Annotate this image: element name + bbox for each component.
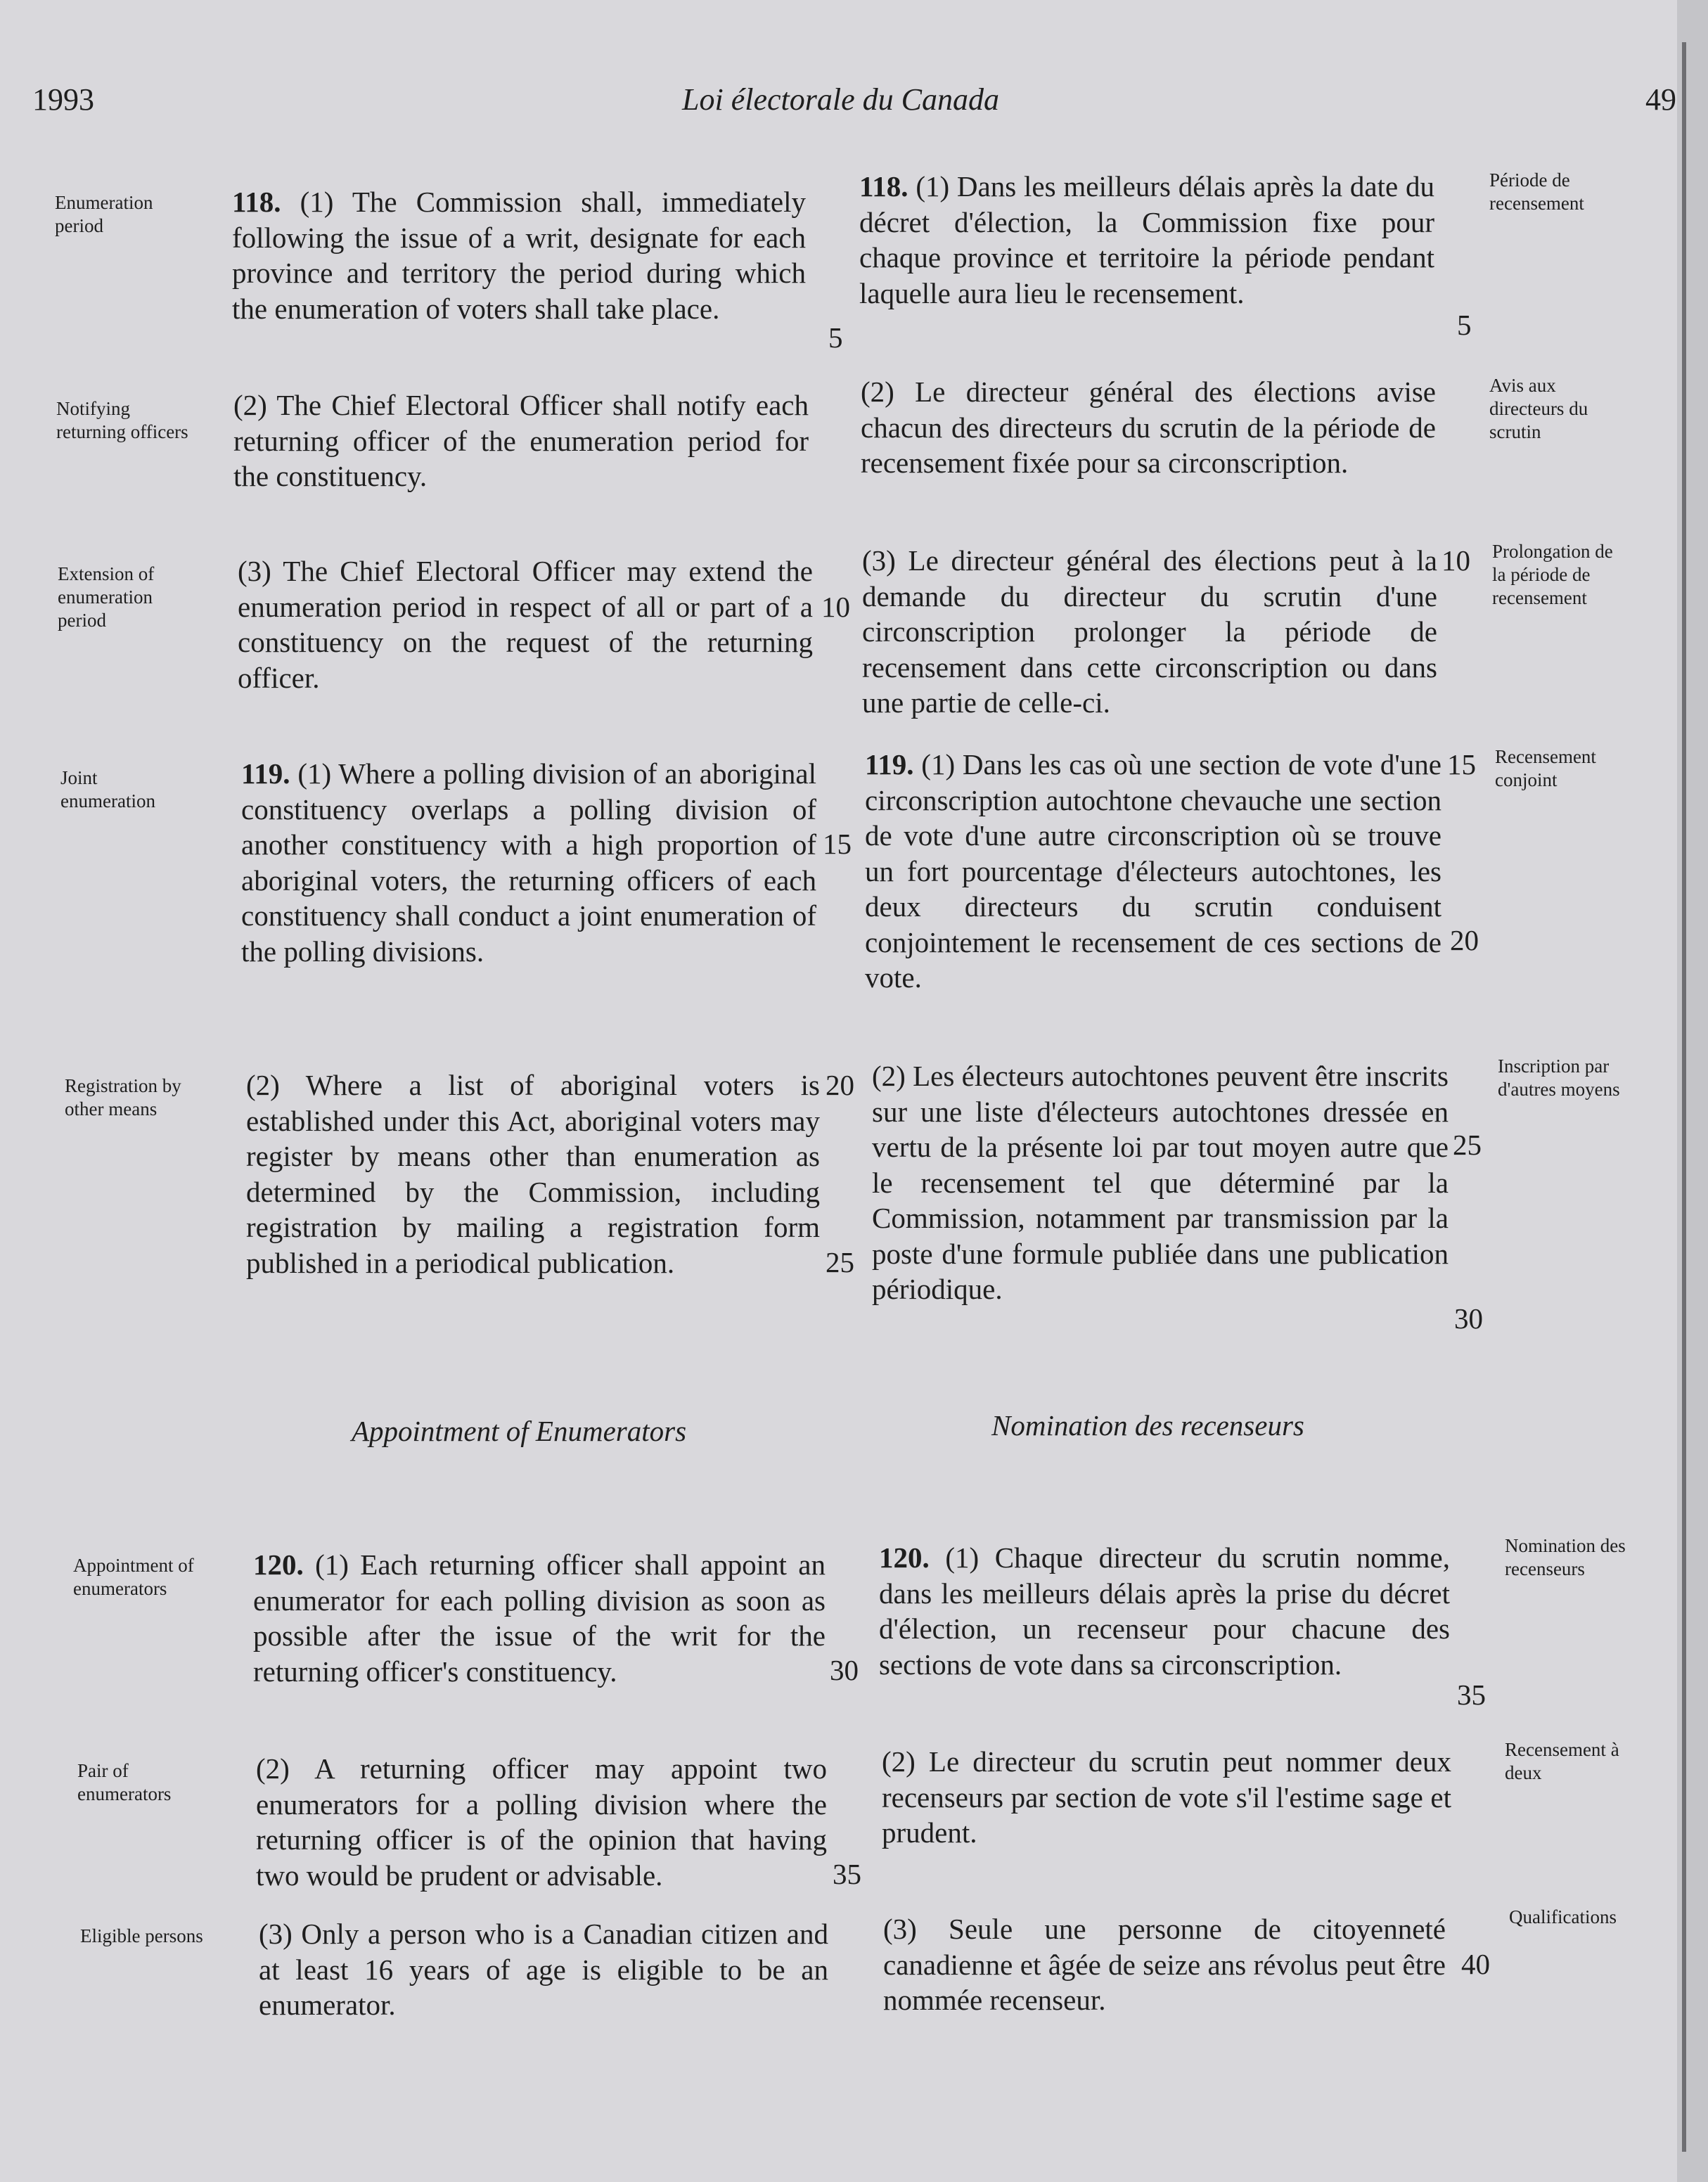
margin-note-periode-de-recensement: Période de recensement xyxy=(1489,169,1584,214)
fr-section-120-1 xyxy=(879,1540,1450,1682)
margin-note-notifying-returning-officers: Notifying returning officers xyxy=(56,398,188,442)
margin-note-nomination: Nomination des recenseurs xyxy=(1505,1535,1626,1579)
en-section-118-1 xyxy=(232,184,806,326)
fr-section-120-3: (3) Seule une personne de citoyenneté canadienne et âgée de seize ans révolus peut être nommée recenseur. xyxy=(883,1913,1446,2016)
margin-note-registration-by-other-means: Registration by other means xyxy=(65,1075,181,1119)
en-section-120-number: 120. xyxy=(253,1548,304,1581)
en-section-119-1-text: (1) Where a polling division of an aboriginal constituency overlaps a polling division of another constituency with a high proportion of aboriginal voters, the returning officers of each constituency shall conduct a joint enumeration of the polling divisions. xyxy=(241,757,816,968)
en-section-119-2: (2) Where a list of aboriginal voters is established under this Act, aboriginal voters may register by means other than enumeration as determined by the Commission, including registration by mailing a registration form published in a periodical publication. xyxy=(246,1069,820,1279)
fr-line-number-35: 35 xyxy=(1457,1679,1486,1711)
fr-section-118-1 xyxy=(859,169,1434,311)
fr-heading-nomination-des-recenseurs: Nomination des recenseurs xyxy=(991,1409,1304,1442)
en-section-118-1-text: (1) The Commission shall, immediately following the issue of a writ, designate for each province and territory the period during which the enumeration of voters shall take place. xyxy=(232,186,806,325)
en-line-number-20: 20 xyxy=(826,1069,854,1101)
margin-note-eligible-persons: Eligible persons xyxy=(80,1925,203,1946)
fr-line-number-10: 10 xyxy=(1441,544,1470,577)
en-section-119-number: 119. xyxy=(241,757,290,790)
en-line-number-25: 25 xyxy=(826,1246,854,1278)
en-section-118-3: (3) The Chief Electoral Officer may extend the enumeration period in respect of all or part of a constituency on the request of the returning officer. xyxy=(238,555,813,694)
fr-line-number-20: 20 xyxy=(1450,924,1479,956)
fr-section-119-1 xyxy=(865,747,1441,996)
en-section-120-3: (3) Only a person who is a Canadian citizen and at least 16 years of age is eligible to be an enumerator. xyxy=(259,1918,828,2021)
margin-note-recensement-conjoint: Recensement conjoint xyxy=(1495,746,1596,790)
fr-section-119-number: 119. xyxy=(865,748,914,781)
fr-line-number-5: 5 xyxy=(1457,309,1472,341)
margin-note-inscription: Inscription par d'autres moyens xyxy=(1498,1055,1620,1100)
en-line-number-30: 30 xyxy=(830,1654,859,1686)
header-page-number: 49 xyxy=(1645,82,1676,117)
margin-note-pair-of-enumerators: Pair of enumerators xyxy=(77,1760,172,1804)
binding-line xyxy=(1682,42,1686,2152)
en-section-120-1-text: (1) Each returning officer shall appoint an enumerator for each polling division as soon as possible after the issue of the writ for the returning officer's constituency. xyxy=(253,1548,826,1688)
margin-note-enumeration-period: Enumeration period xyxy=(55,192,153,236)
header-title: Loi électorale du Canada xyxy=(682,82,999,117)
en-section-118-2: (2) The Chief Electoral Officer shall notify each returning officer of the enumeration period for the constituency. xyxy=(233,389,809,492)
fr-section-118-number: 118. xyxy=(859,170,908,203)
en-heading-appointment-of-enumerators: Appointment of Enumerators xyxy=(352,1415,687,1447)
fr-section-118-1-text: (1) Dans les meilleurs délais après la date du décret d'élection, la Commission fixe pour chaque province et territoire la période pendant laquelle aura lieu le recensement. xyxy=(859,170,1434,309)
margin-note-joint-enumeration: Joint enumeration xyxy=(60,767,155,811)
fr-section-118-2: (2) Le directeur général des élections avise chacun des directeurs du scrutin de la période de recensement fixée pour sa circonscription. xyxy=(861,376,1436,479)
fr-line-number-30: 30 xyxy=(1454,1302,1483,1335)
fr-section-119-1-text: (1) Dans les cas où une section de vote d'une circonscription autochtone chevauche une section de vote d'une autre circonscription où se trouve un fort pourcentage d'électeurs autochtones, les deux directeurs du scrutin conduisent conjointement le recensement de ces sections de vote. xyxy=(865,748,1442,994)
margin-note-recensement-a-deux: Recensement à deux xyxy=(1505,1739,1619,1783)
fr-section-119-2: (2) Les électeurs autochtones peuvent être inscrits sur une liste d'électeurs autochtones dressée en vertu de la présente loi par tout moyen autre que le recensement tel que déterminé par la Commission, notamment par transmission par la poste d'une formule publiée dans une publication périodique. xyxy=(872,1060,1449,1305)
en-line-number-35: 35 xyxy=(833,1858,861,1890)
fr-line-number-25: 25 xyxy=(1453,1129,1482,1161)
en-line-number-15: 15 xyxy=(823,828,852,860)
margin-note-avis-aux-directeurs: Avis aux directeurs du scrutin xyxy=(1489,375,1588,442)
en-section-118-number: 118. xyxy=(232,186,281,218)
fr-line-number-15: 15 xyxy=(1447,748,1476,781)
margin-note-appointment-of-enumerators: Appointment of enumerators xyxy=(73,1555,194,1599)
en-section-120-2: (2) A returning officer may appoint two enumerators for a polling division where the returning officer is of the opinion that having two would be prudent or advisable. xyxy=(256,1752,827,1892)
en-line-number-5: 5 xyxy=(828,321,843,354)
fr-section-118-3: (3) Le directeur général des élections peut à la demande du directeur du scrutin d'une circonscription prolonger la période de recensement dans cette circonscription ou dans une partie de celle-ci. xyxy=(862,544,1437,719)
fr-section-120-2: (2) Le directeur du scrutin peut nommer deux recenseurs par section de vote s'il l'estime sage et prudent. xyxy=(882,1745,1451,1849)
margin-note-prolongation: Prolongation de la période de recensement xyxy=(1492,541,1613,608)
fr-section-120-1-text: (1) Chaque directeur du scrutin nomme, dans les meilleurs délais après la prise du décret d'élection, un recenseur pour chacune des sections de vote dans sa circonscription. xyxy=(879,1541,1450,1681)
margin-note-qualifications: Qualifications xyxy=(1509,1906,1617,1927)
fr-section-120-number: 120. xyxy=(879,1541,930,1574)
margin-note-extension-of-enumeration-period: Extension of enumeration period xyxy=(58,563,155,631)
en-line-number-10: 10 xyxy=(821,591,850,623)
header-year: 1993 xyxy=(32,82,94,117)
fr-line-number-40: 40 xyxy=(1461,1948,1490,1980)
en-section-120-1 xyxy=(253,1547,826,1689)
en-section-119-1 xyxy=(241,756,816,969)
